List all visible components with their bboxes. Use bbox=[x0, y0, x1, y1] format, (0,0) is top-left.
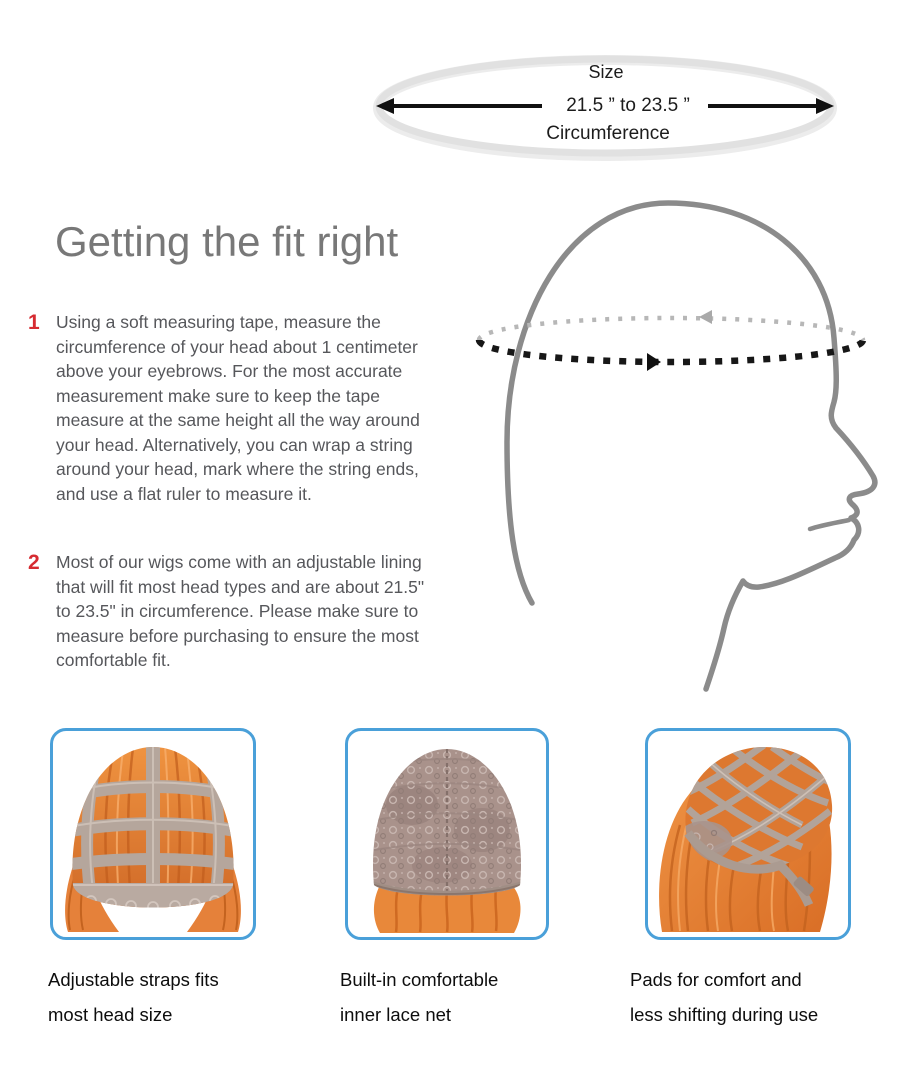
size-range-value: 21.5 ” to 23.5 ” bbox=[558, 95, 698, 117]
step-1-line: and use a flat ruler to measure it. bbox=[56, 483, 312, 504]
caption-line: less shifting during use bbox=[630, 1004, 819, 1025]
wig-cap-inner-lace-net bbox=[352, 735, 542, 933]
step-1-line: above your eyebrows. For the most accurate bbox=[56, 361, 403, 381]
wig-cap-side-comfort-pads bbox=[652, 735, 844, 933]
circumference-label: Circumference bbox=[546, 123, 670, 144]
step-1-line: circumference of your head about 1 centimeter bbox=[56, 336, 418, 357]
step-2-line: that will fit most head types and are about 21.5" bbox=[56, 576, 425, 597]
step-1-text bbox=[56, 310, 468, 506]
step-1-line: Using a soft measuring tape, measure the bbox=[56, 312, 381, 332]
mouth-line bbox=[810, 520, 849, 529]
wig-cap-back-adjustable-straps bbox=[57, 735, 249, 933]
feature-card-comfort-pads bbox=[645, 728, 851, 940]
caption-line: Pads for comfort and bbox=[630, 969, 802, 990]
caption-line: Adjustable straps fits bbox=[48, 969, 219, 990]
step-1-number: 1 bbox=[28, 311, 40, 334]
tape-front-dashes bbox=[479, 340, 863, 362]
step-1-line: measure at the same height all the way around bbox=[56, 410, 420, 430]
step-2-line: to 23.5" in circumference. Please make sure to bbox=[56, 601, 419, 621]
page-title: Getting the fit right bbox=[55, 218, 399, 265]
caption-line: inner lace net bbox=[340, 1004, 452, 1025]
step-2-line: comfortable fit. bbox=[56, 650, 171, 670]
step-2-number: 2 bbox=[28, 551, 40, 574]
step-2-line: Most of our wigs come with an adjustable lining bbox=[56, 552, 422, 572]
tape-arrow-left-icon bbox=[699, 310, 712, 324]
step-1-line: measurement make sure to keep the tape bbox=[56, 385, 380, 406]
head-profile-illustration bbox=[460, 190, 900, 695]
feature-caption-adjustable-straps bbox=[48, 962, 219, 1032]
step-1-line: around your head, mark where the string ends, bbox=[56, 459, 419, 479]
tape-arrow-right-icon bbox=[647, 353, 661, 371]
tape-back-dashes bbox=[479, 318, 863, 340]
feature-card-adjustable-straps bbox=[50, 728, 256, 940]
caption-line: most head size bbox=[48, 1004, 173, 1025]
measuring-tape-line bbox=[479, 310, 863, 371]
step-1-line: your head. Alternatively, you can wrap a string bbox=[56, 434, 413, 455]
feature-caption-comfort-pads bbox=[630, 962, 818, 1032]
step-2-line: measure before purchasing to ensure the most bbox=[56, 625, 419, 646]
step-2-text bbox=[56, 550, 468, 673]
feature-card-lace-net bbox=[345, 728, 549, 940]
size-label: Size bbox=[588, 62, 624, 82]
caption-line: Built-in comfortable bbox=[340, 969, 499, 990]
step-2 bbox=[28, 550, 468, 673]
head-outline bbox=[507, 203, 875, 689]
step-1 bbox=[28, 310, 468, 506]
feature-caption-lace-net bbox=[340, 962, 498, 1032]
